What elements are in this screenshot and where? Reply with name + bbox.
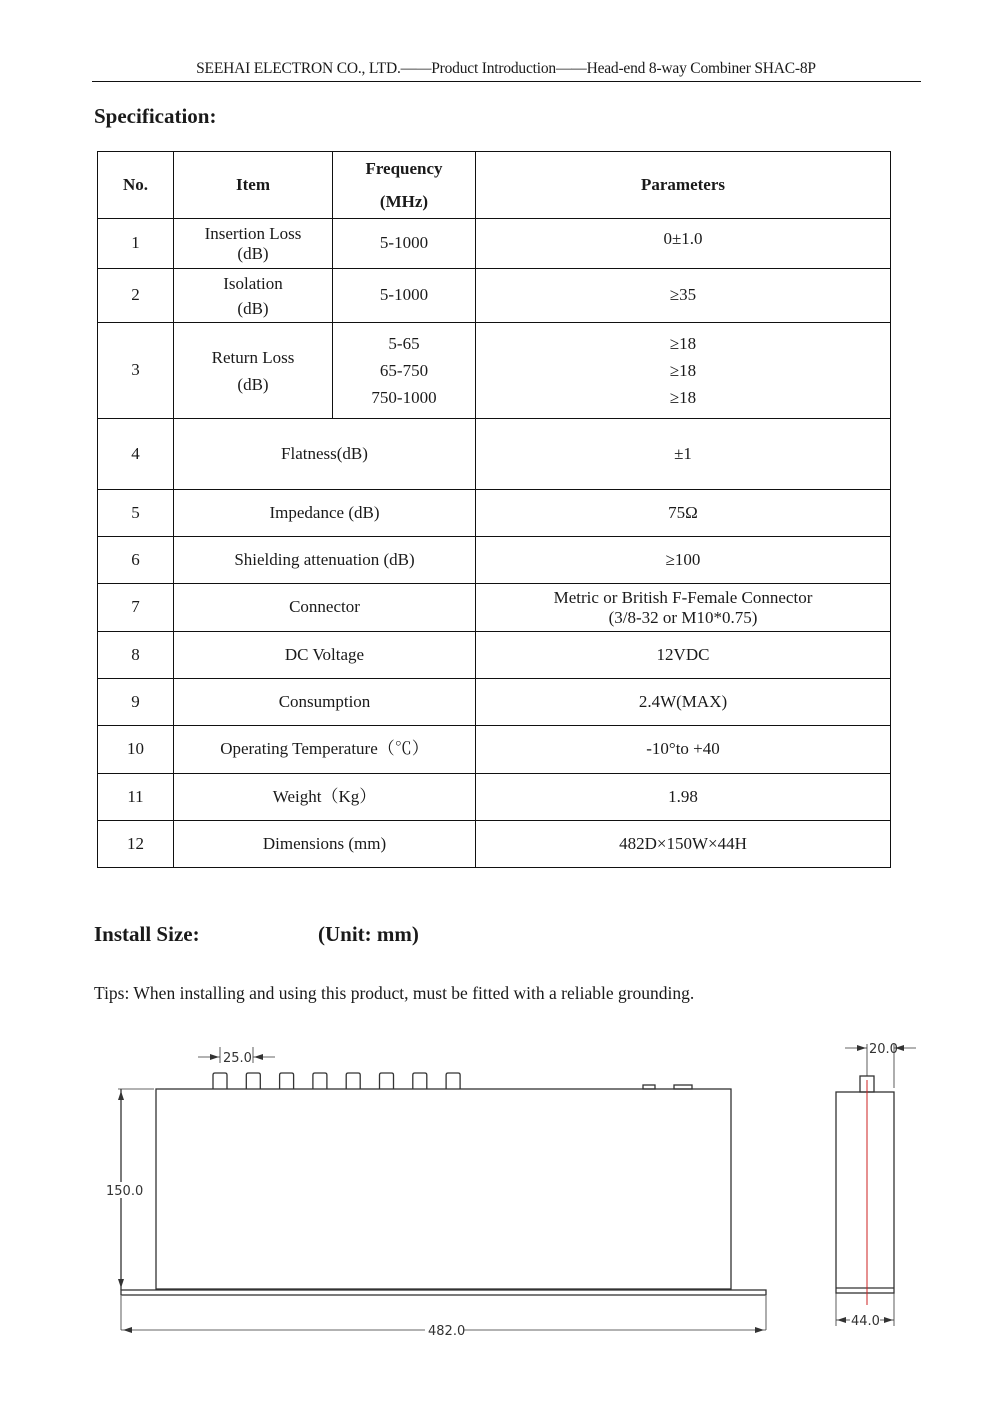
row-frequency: 5-1000 bbox=[333, 269, 476, 323]
install-size-heading: Install Size: bbox=[94, 922, 200, 946]
table-row bbox=[98, 419, 891, 490]
parameter-value: ≥18 bbox=[669, 388, 697, 407]
table-header-row bbox=[98, 152, 891, 219]
row-parameters: 0±1.0 bbox=[476, 219, 891, 269]
frequency-header-line1: Frequency bbox=[365, 159, 443, 178]
item-line2: (dB) bbox=[237, 374, 269, 394]
row-item: Shielding attenuation (dB) bbox=[174, 537, 476, 584]
column-header-parameters: Parameters bbox=[476, 152, 891, 219]
frequency-band: 750-1000 bbox=[371, 388, 437, 407]
row-item: Weight（Kg） bbox=[174, 774, 476, 821]
row-parameters: 12VDC bbox=[476, 632, 891, 679]
row-no: 6 bbox=[98, 537, 174, 584]
row-no: 11 bbox=[98, 774, 174, 821]
row-item: Connector bbox=[174, 584, 476, 632]
specification-table bbox=[97, 151, 891, 868]
row-item: Consumption bbox=[174, 679, 476, 726]
row-no: 2 bbox=[98, 269, 174, 323]
table-row bbox=[98, 584, 891, 632]
install-drawing bbox=[0, 1030, 1000, 1350]
table-row bbox=[98, 679, 891, 726]
row-no: 5 bbox=[98, 490, 174, 537]
connector-group bbox=[213, 1073, 460, 1089]
front-panel-switch bbox=[643, 1085, 655, 1089]
table-row bbox=[98, 726, 891, 774]
row-item: Impedance (dB) bbox=[174, 490, 476, 537]
item-line1: Isolation bbox=[223, 273, 283, 293]
parameter-line1: Metric or British F-Female Connector bbox=[553, 587, 813, 607]
row-parameters: 75Ω bbox=[476, 490, 891, 537]
row-no: 1 bbox=[98, 219, 174, 269]
f-connector-port bbox=[380, 1073, 394, 1089]
column-header-no: No. bbox=[98, 152, 174, 219]
row-no: 8 bbox=[98, 632, 174, 679]
row-frequency: 5-1000 bbox=[333, 219, 476, 269]
install-tips: Tips: When installing and using this product, must be fitted with a reliable grounding. bbox=[94, 983, 695, 1003]
f-connector-port bbox=[213, 1073, 227, 1089]
row-no: 7 bbox=[98, 584, 174, 632]
f-connector-port bbox=[246, 1073, 260, 1089]
item-line2: (dB) bbox=[237, 243, 269, 263]
row-item: DC Voltage bbox=[174, 632, 476, 679]
item-line2: (dB) bbox=[237, 298, 269, 318]
row-no: 4 bbox=[98, 419, 174, 490]
f-connector-port bbox=[413, 1073, 427, 1089]
row-parameters: ±1 bbox=[476, 419, 891, 490]
row-parameters bbox=[476, 584, 891, 632]
specification-heading: Specification: bbox=[94, 104, 217, 128]
front-view-base-plate bbox=[121, 1290, 766, 1295]
row-frequency bbox=[333, 323, 476, 419]
row-no: 9 bbox=[98, 679, 174, 726]
table-row bbox=[98, 821, 891, 868]
f-connector-port bbox=[446, 1073, 460, 1089]
column-header-item: Item bbox=[174, 152, 333, 219]
item-line1: Return Loss bbox=[211, 347, 295, 367]
height-dimension-label: 150.0 bbox=[106, 1184, 144, 1199]
table-row bbox=[98, 632, 891, 679]
row-no: 10 bbox=[98, 726, 174, 774]
row-item: Flatness(dB) bbox=[174, 419, 476, 490]
width-dimension-label: 482.0 bbox=[428, 1324, 466, 1339]
row-item bbox=[174, 219, 333, 269]
side-view-body bbox=[836, 1092, 894, 1293]
side-connector-dimension-label: 20.0 bbox=[869, 1042, 898, 1057]
f-connector-port bbox=[280, 1073, 294, 1089]
table-row bbox=[98, 490, 891, 537]
item-line1: Insertion Loss bbox=[204, 223, 302, 243]
table-row bbox=[98, 269, 891, 323]
pitch-dimension-label: 25.0 bbox=[223, 1051, 252, 1066]
front-panel-switch bbox=[674, 1085, 692, 1089]
row-parameters: 482D×150W×44H bbox=[476, 821, 891, 868]
table-row bbox=[98, 774, 891, 821]
row-item: Operating Temperature（℃） bbox=[174, 726, 476, 774]
row-parameters bbox=[476, 323, 891, 419]
table-row bbox=[98, 219, 891, 269]
frequency-band: 5-65 bbox=[388, 334, 420, 353]
row-parameters: -10°to +40 bbox=[476, 726, 891, 774]
row-item bbox=[174, 323, 333, 419]
row-item: Dimensions (mm) bbox=[174, 821, 476, 868]
row-no: 12 bbox=[98, 821, 174, 868]
install-unit-label: (Unit: mm) bbox=[318, 922, 419, 946]
row-parameters: 2.4W(MAX) bbox=[476, 679, 891, 726]
row-parameters: ≥100 bbox=[476, 537, 891, 584]
row-parameters: 1.98 bbox=[476, 774, 891, 821]
side-depth-dimension-label: 44.0 bbox=[851, 1314, 880, 1329]
row-item bbox=[174, 269, 333, 323]
f-connector-port bbox=[313, 1073, 327, 1089]
parameter-value: ≥18 bbox=[669, 361, 697, 380]
parameter-value: ≥18 bbox=[669, 334, 697, 353]
row-parameters: ≥35 bbox=[476, 269, 891, 323]
front-view-body bbox=[156, 1089, 731, 1289]
header-rule bbox=[92, 81, 921, 82]
document-header: SEEHAI ELECTRON CO., LTD.——Product Introduction——Head-end 8-way Combiner SHAC-8P bbox=[196, 60, 816, 77]
table-row bbox=[98, 537, 891, 584]
table-row bbox=[98, 323, 891, 419]
parameter-line2: (3/8-32 or M10*0.75) bbox=[608, 607, 758, 627]
column-header-frequency bbox=[333, 152, 476, 219]
f-connector-port bbox=[346, 1073, 360, 1089]
row-no: 3 bbox=[98, 323, 174, 419]
frequency-band: 65-750 bbox=[379, 361, 429, 380]
frequency-header-line2: (MHz) bbox=[379, 192, 429, 211]
